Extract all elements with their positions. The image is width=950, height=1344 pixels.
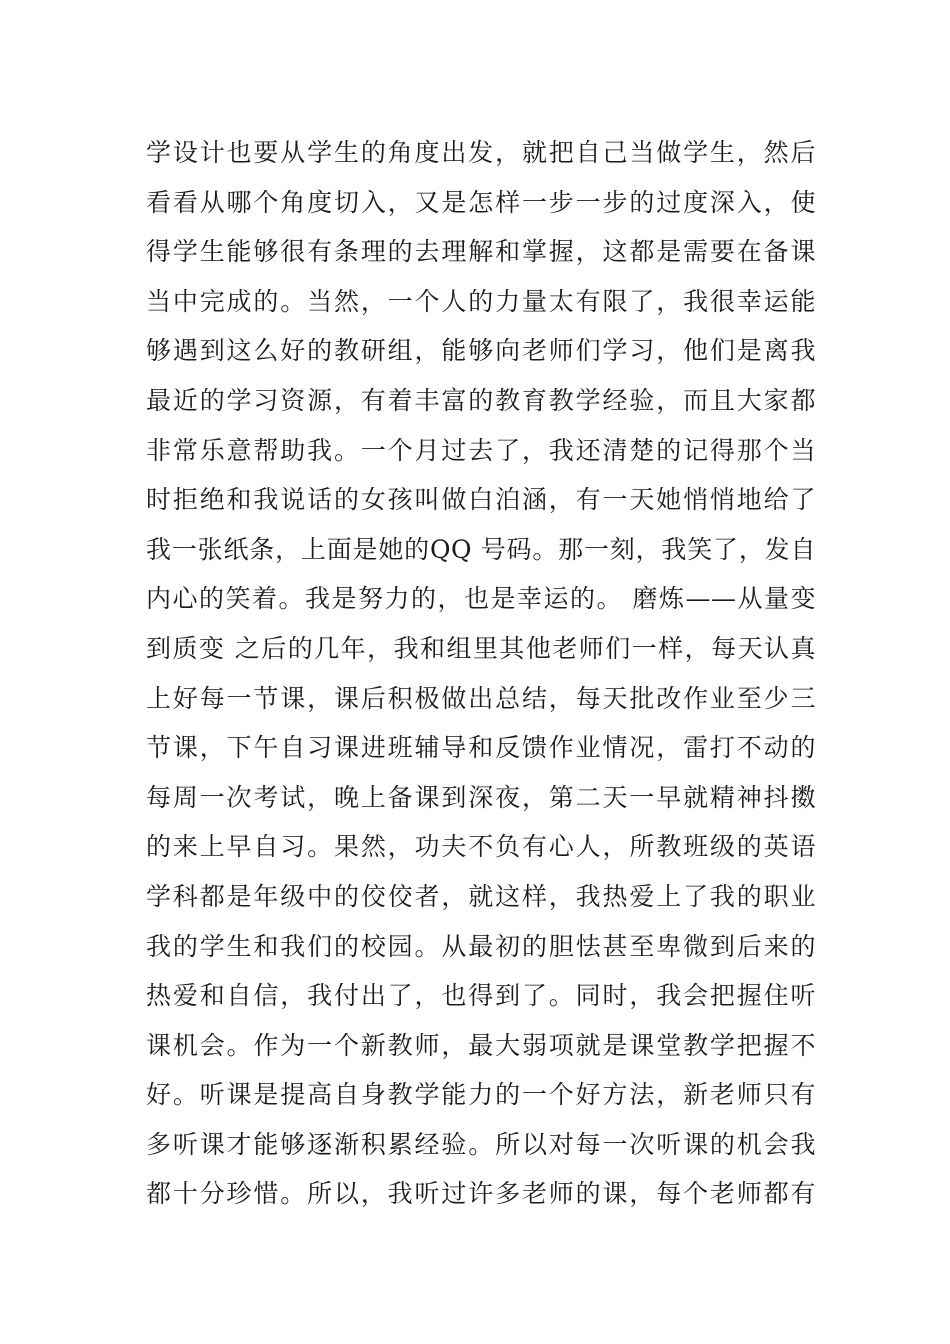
text-line: 我的学生和我们的校园。从最初的胆怯甚至卑微到后来的 [146, 931, 816, 961]
text-line: 好。听课是提高自身教学能力的一个好方法，新老师只有 [146, 1080, 816, 1110]
text-line: 够遇到这么好的教研组，能够向老师们学习，他们是离我 [146, 336, 816, 366]
text-line: 的来上早自习。果然，功夫不负有心人，所教班级的英语 [146, 832, 816, 862]
text-line: 时拒绝和我说话的女孩叫做白泊涵，有一天她悄悄地给了 [146, 485, 816, 515]
text-line: 每周一次考试，晚上备课到深夜，第二天一早就精神抖擞 [146, 782, 816, 812]
text-line: 非常乐意帮助我。一个月过去了，我还清楚的记得那个当 [146, 435, 816, 465]
text-line: 学科都是年级中的佼佼者，就这样，我热爱上了我的职业 [146, 881, 816, 911]
text-line: 上好每一节课，课后积极做出总结，每天批改作业至少三 [146, 683, 816, 713]
text-line: 学设计也要从学生的角度出发，就把自己当做学生，然后 [146, 138, 816, 167]
text-line: 得学生能够很有条理的去理解和掌握，这都是需要在备课 [146, 237, 816, 267]
text-line: 当中完成的。当然，一个人的力量太有限了，我很幸运能 [146, 286, 816, 316]
text-line: 最近的学习资源，有着丰富的教育教学经验，而且大家都 [146, 385, 816, 415]
text-line: 热爱和自信，我付出了，也得到了。同时，我会把握住听 [146, 981, 816, 1011]
text-line: 课机会。作为一个新教师，最大弱项就是课堂教学把握不 [146, 1030, 816, 1060]
text-line: 到质变 之后的几年，我和组里其他老师们一样，每天认真 [146, 633, 816, 663]
text-line: 我一张纸条，上面是她的QQ 号码。那一刻，我笑了，发自 [146, 534, 816, 564]
text-line: 节课，下午自习课进班辅导和反馈作业情况，雷打不动的 [146, 733, 816, 763]
text-line: 都十分珍惜。所以，我听过许多老师的课，每个老师都有 [146, 1179, 816, 1209]
body-text [146, 128, 816, 1219]
text-line: 看看从哪个角度切入，又是怎样一步一步的过度深入，使 [146, 187, 816, 217]
text-line: 多听课才能够逐渐积累经验。所以对每一次听课的机会我 [146, 1129, 816, 1159]
text-line: 内心的笑着。我是努力的，也是幸运的。 磨炼——从量变 [146, 584, 816, 614]
